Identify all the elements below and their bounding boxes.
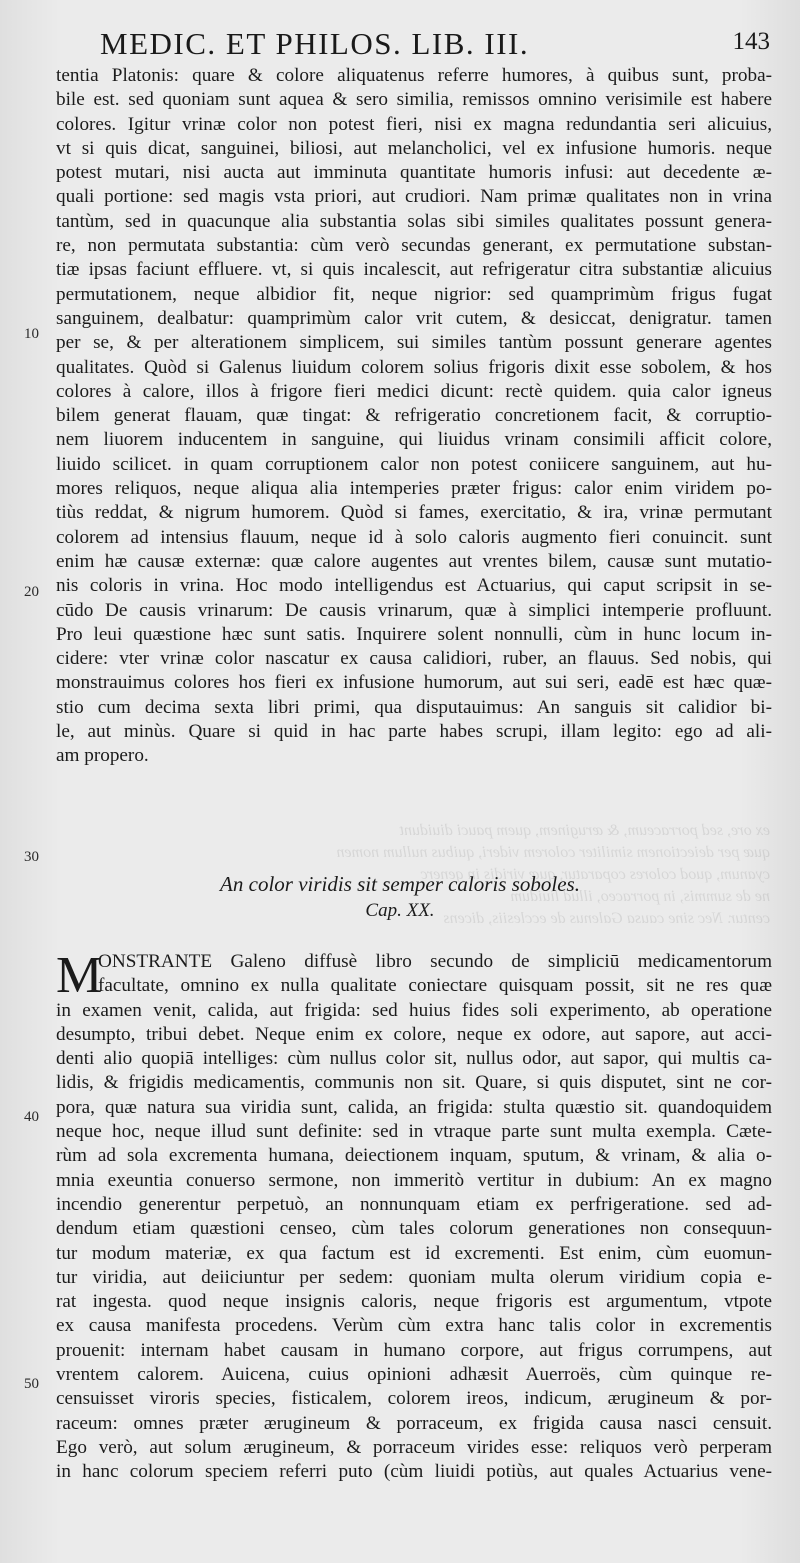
text-line: tantùm, sed in quacunque alia substantia solas sibi similes qualitates possunt genera- [56,210,772,232]
text-line: re, non permutata substantia: cùm verò secundas generant, ex permutatione substan- [56,235,772,257]
text-line: bile est. sed quoniam sunt aquea & sero similia, remissos omnino verisimile est habere [56,89,772,111]
text-block-upper [56,64,772,769]
text-line: neque hoc, neque illud sunt definite: sed in vtraque parte sunt multa exempla. Cæte- [56,1121,772,1143]
line-number-marker: 10 [24,326,39,342]
running-title: MEDIC. ET PHILOS. LIB. III. [100,26,530,61]
text-line: pora, quæ natura sua viridia sunt, calida, an frigida: stulta quæstio sit. quandoquidem [56,1096,772,1118]
text-line: incendio generentur perpetuò, an nonnunquam etiam ex perfrigeratione. sed ad- [56,1193,772,1215]
text-line: enim hæ causæ externæ: quæ calore augentes aut vrentes bilem, causæ sunt mutatio- [56,550,772,572]
text-line: in hanc colorum speciem referri puto (cùm liuidi potiùs, aut quales Actuarius vene- [56,1461,772,1483]
text-line: tiæ ipsas faciunt effluere. vt, si quis incalescit, aut refrigeratur citra substantiæ alicuius [56,259,772,281]
text-block-lower [56,947,772,1485]
text-line: rat ingesta. quod neque insignis caloris, neque frigoris est argumentum, vtpote [56,1291,772,1313]
text-line: mores reliquos, neque aliqua alia intemperies præter frigus: calor enim viridem po- [56,478,772,500]
text-line: colores à calore, illos à frigore fieri medici dicunt: rectè quidem. quia calor igneus [56,380,772,402]
text-line: denti alio quopiā intelliges: cùm nullus color sit, nullus odor, aut sapor, qui multis ca- [56,1048,772,1070]
text-line: facultate, omnino ex nulla qualitate coniectare quisquam possit, sit ne res quæ [98,975,772,997]
chapter-title: An color viridis sit semper caloris soboles. [220,872,580,896]
text-line: rùm ad sola excrementa humana, deiectionem inquam, sputum, & vrinam, & alia o- [56,1145,772,1167]
text-line: vrentem calorem. Auicena, cuius opinioni adhæsit Auerroës, cùm quinque re- [56,1364,772,1386]
text-line: lidis, & frigidis medicamentis, communis non sit. Quare, si quis disputet, sint ne cor- [56,1072,772,1094]
show-through-text: ex ore, sed porraceum, & æruginem, quem pauci diuidunt quæ per deiectionem similiter colorem videri, quibus nullum nomen cyanum, quod colores coparatur, quæ viridis in generc ne de summis, in porraceo, illud liuidum centur. Nec sine causa Galenus de ecclesiis, dicens [336,822,770,927]
text-line: ex causa manifesta procedens. Verùm cùm extra hanc talis color in excrementis [56,1315,772,1337]
line-number-marker: 40 [24,1109,39,1125]
text-line: colorem ad intensius flauum, neque id à solo caloris augmento fieri conuincit. sunt [56,526,772,548]
text-line: permutationem, neque albidior fit, neque nigrior: sed quamprimùm frigus fugat [56,283,772,305]
chapter-number: Cap. XX. [365,900,435,921]
line-number-marker: 20 [24,584,39,600]
text-line: am propero. [56,745,149,767]
text-line: desumpto, tribui debet. Neque enim ex colore, neque ex odore, aut sapore, aut acci- [56,1023,772,1045]
line-number-marker: 30 [24,849,39,865]
text-line: stio cum decima sexta libri primi, qua disputauimus: An sanguis sit calidior bi- [56,696,772,718]
text-line: quali portione: sed magis vsta priori, aut crudiori. Nam primæ qualitates non in vrina [56,186,772,208]
text-line: sanguinem, dealbatur: quamprimùm calor vrit cutem, & desiccat, denigratur. tamen [56,307,772,329]
text-line: Pro leui quæstione hæc sunt satis. Inquirere solent nonnulli, cùm in hunc locum in- [56,623,772,645]
text-line: raceum: omnes præter ærugineum & porraceum, ex frigida causa nasci censuit. [56,1412,772,1434]
text-line: liuido scilicet. in quam corruptionem calor non potest coniicere sanguinem, aut hu- [56,453,772,475]
drop-capital: M [56,947,103,1004]
text-line: tur modum materiæ, ex qua factum est id excrementi. Est enim, cùm euomun- [56,1242,772,1264]
text-line: vt si quis dicat, sanguinei, biliosi, aut melancholici, vel ex infusione humoris. neque [56,137,772,159]
text-line: bilem generat flauam, quæ tingat: & refrigeratio concretionem facit, & corruptio- [56,405,772,427]
text-line: cidere: vter vrinæ color nascatur ex causa calidiori, ruber, an flauus. Sed nobis, qui [56,648,772,670]
text-line: censuisset viroris species, fisticalem, colorem ireos, indicum, ærugineum & por- [56,1388,772,1410]
text-line: tiùs reddat, & nigrum humorem. Quòd si fames, exercitatio, & ira, vrinæ permutant [56,502,772,524]
text-line: cūdo De causis vrinarum: De causis vrinarum, quæ à simplici intemperie profluunt. [56,599,772,621]
text-line: ONSTRANTE Galeno diffusè libro secundo de simpliciū medicamentorum [98,951,772,972]
text-line: tentia Platonis: quare & colore aliquatenus referre humores, à quibus sunt, proba- [56,65,772,86]
text-line: mnia exeuntia conuerso sermone, non immeritò vertitur in dubium: An ex magno [56,1169,772,1191]
text-line: dendum etiam quæstioni censeo, cùm tales colorum generationes non consequun- [56,1218,772,1240]
text-line: nis coloris in vrina. Hoc modo intelligendus est Actuarius, qui caput scripsit in se- [56,575,772,597]
text-line: monstrauimus colores hos fieri ex infusione humorum, aut sui seri, eadē est hæc quæ- [56,672,772,694]
text-line: nem liuorem inducentem in sanguine, qui liuidus vrinam consimili afficit colore, [56,429,772,451]
text-line: le, aut minùs. Quare si quid in hac parte habes scrupi, illam legito: ego ad ali- [56,721,772,743]
text-line: tur viridia, aut deiiciuntur per sedem: quoniam multa olerum viridium copia e- [56,1266,772,1288]
text-line: colores. Igitur vrinæ color non potest fieri, nisi ex magna redundantia seri alicuius, [56,113,772,135]
text-line: per se, & per alterationem simplicem, sui similes tantùm possunt generare agentes [56,332,772,354]
line-number-marker: 50 [24,1376,39,1392]
page-number: 143 [732,28,770,55]
text-line: potest mutari, nisi aucta aut imminuta quantitate humoris infusi: aut decedente æ- [56,162,772,184]
text-line: qualitates. Quòd si Galenus liuidum colorem solius frigoris dixit esse sobolem, & hos [56,356,772,378]
text-line: in examen venit, calida, aut frigida: sed huius fides soli experimento, ab operatione [56,999,772,1021]
text-line: prouenit: internam habet causam in humano corpore, aut frigus corrumpens, aut [56,1339,772,1361]
text-line: Ego verò, aut solum ærugineum, & porraceum virides esse: reliquos verò perperam [56,1436,772,1458]
